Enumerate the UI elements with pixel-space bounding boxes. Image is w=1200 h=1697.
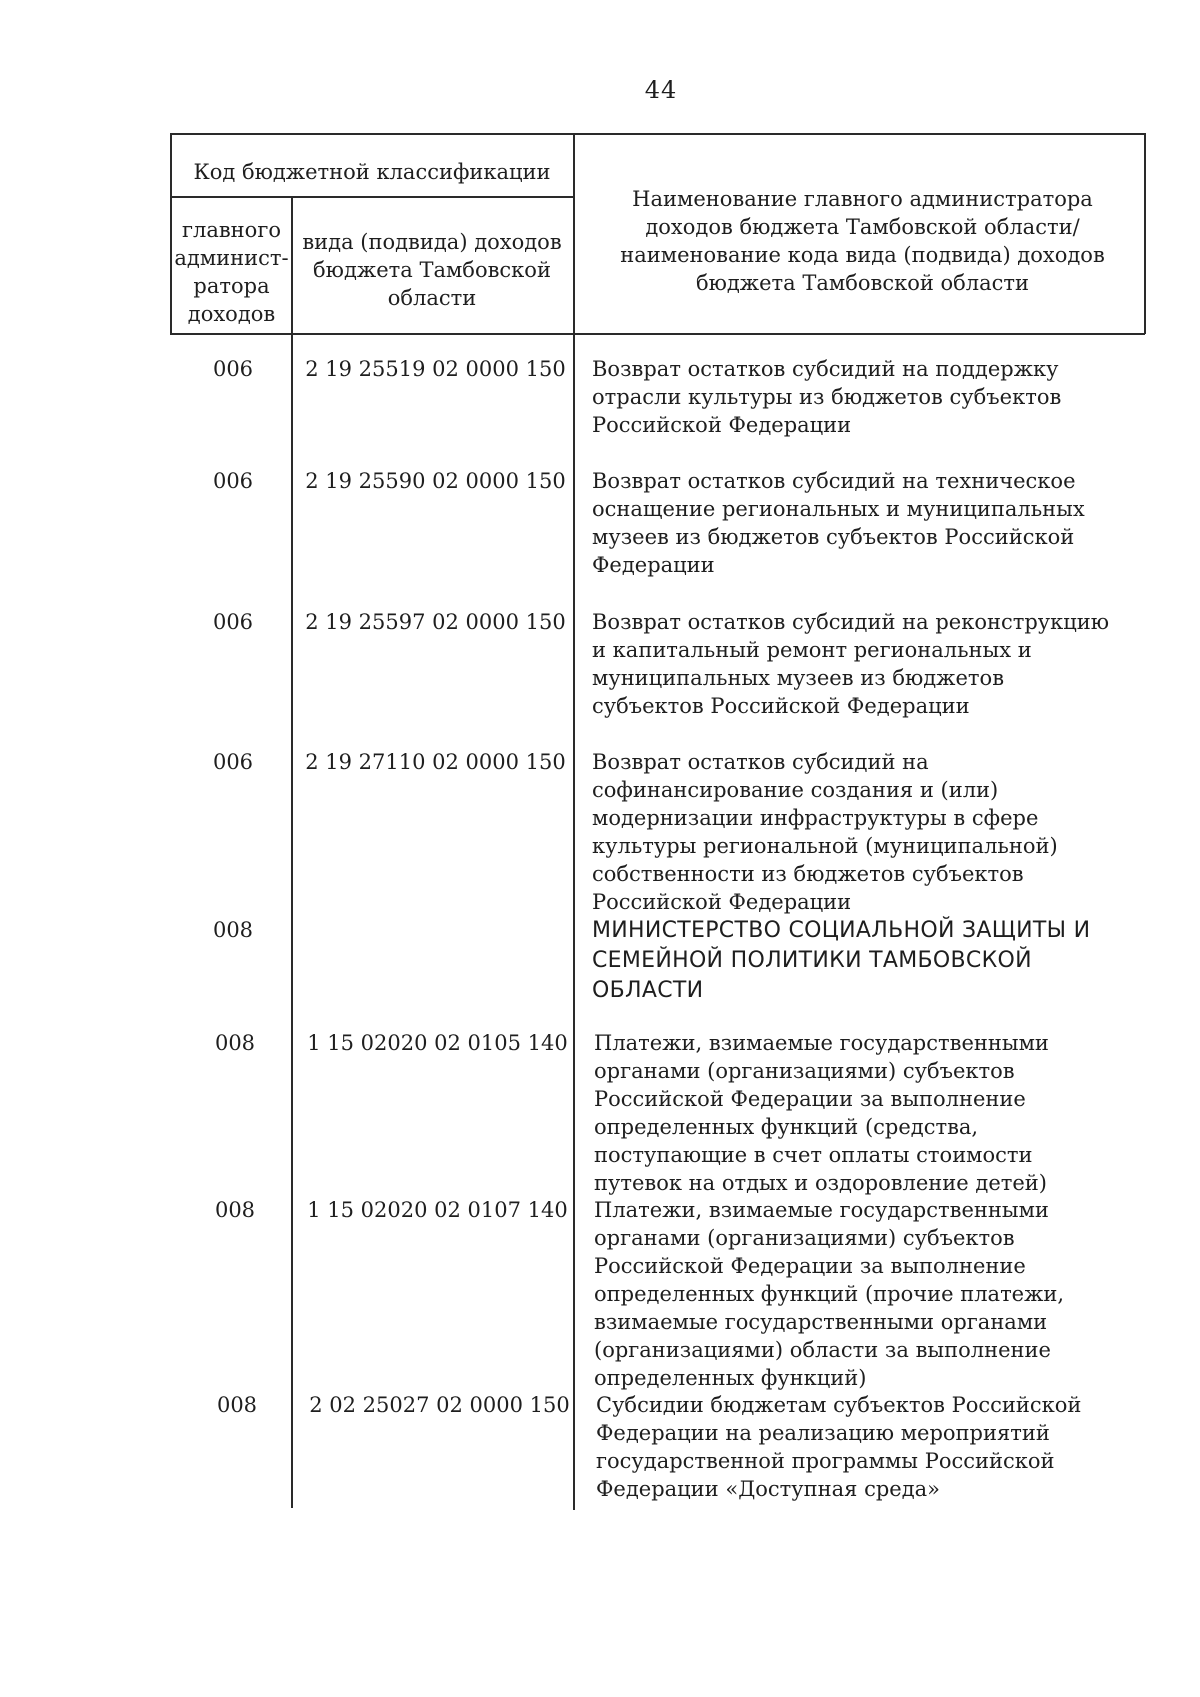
row-classification-code: 2 19 25597 02 0000 150 <box>305 610 566 634</box>
row-name: Возврат остатков субсидий на софинансирование создания и (или) модернизации инфраструктуры в сфере культуры региональной (муниципальной) собственности из бюджетов субъектов Российской Федерации <box>592 750 1058 914</box>
header-top-border <box>170 133 1145 135</box>
header-group-divider <box>170 196 573 198</box>
row-admin-code: 008 <box>214 1198 256 1222</box>
row-name: Субсидии бюджетам субъектов Российской Федерации на реализацию мероприятий государственной программы Российской Федерации «Доступная среда» <box>596 1393 1082 1501</box>
row-admin-code: 006 <box>212 610 254 634</box>
row-name: Платежи, взимаемые государственными органами (организациями) субъектов Российской Федерации за выполнение определенных функций (средства, поступающие в счет оплаты стоимости путевок на отдых и оздоровление детей) <box>594 1031 1049 1195</box>
row-admin-code: 008 <box>216 1393 258 1417</box>
row-classification-code: 1 15 02020 02 0107 140 <box>307 1198 568 1222</box>
row-classification-code: 2 19 25590 02 0000 150 <box>305 469 566 493</box>
column-divider-admin-code <box>291 196 293 1508</box>
row-classification-code: 2 19 27110 02 0000 150 <box>305 750 566 774</box>
row-classification-code: 1 15 02020 02 0105 140 <box>307 1031 568 1055</box>
column-divider-code-name <box>573 133 575 1510</box>
header-col-admin: главного админист-ратора доходов <box>174 218 289 326</box>
header-col-code: вида (подвида) доходов бюджета Тамбовской области <box>302 230 562 310</box>
row-admin-code: 006 <box>212 357 254 381</box>
page-number: 44 <box>644 76 678 104</box>
row-admin-code: 006 <box>212 469 254 493</box>
header-col-name: Наименование главного администратора доходов бюджета Тамбовской области/наименование кода вида (подвида) доходов бюджета Тамбовской области <box>620 187 1105 295</box>
header-group-title: Код бюджетной классификации <box>193 160 551 184</box>
row-name: Возврат остатков субсидий на реконструкцию и капитальный ремонт региональных и муниципальных музеев из бюджетов субъектов Российской Федерации <box>592 610 1110 718</box>
header-bottom-border <box>170 333 1145 335</box>
row-admin-code: 008 <box>212 918 254 942</box>
row-classification-code: 2 19 25519 02 0000 150 <box>305 357 566 381</box>
row-ministry-name: МИНИСТЕРСТВО СОЦИАЛЬНОЙ ЗАЩИТЫ И СЕМЕЙНОЙ ПОЛИТИКИ ТАМБОВСКОЙ ОБЛАСТИ <box>592 918 1091 1003</box>
row-classification-code: 2 02 25027 02 0000 150 <box>309 1393 570 1417</box>
row-name: Возврат остатков субсидий на техническое оснащение региональных и муниципальных музеев из бюджетов субъектов Российской Федерации <box>592 469 1085 577</box>
row-name: Платежи, взимаемые государственными органами (организациями) субъектов Российской Федерации за выполнение определенных функций (прочие платежи, взимаемые государственными органами (организациями) области за выполнение определенных функций) <box>594 1198 1065 1390</box>
row-admin-code: 008 <box>214 1031 256 1055</box>
row-name: Возврат остатков субсидий на поддержку отрасли культуры из бюджетов субъектов Российской Федерации <box>592 357 1062 437</box>
header-right-border <box>1144 133 1146 334</box>
row-admin-code: 006 <box>212 750 254 774</box>
